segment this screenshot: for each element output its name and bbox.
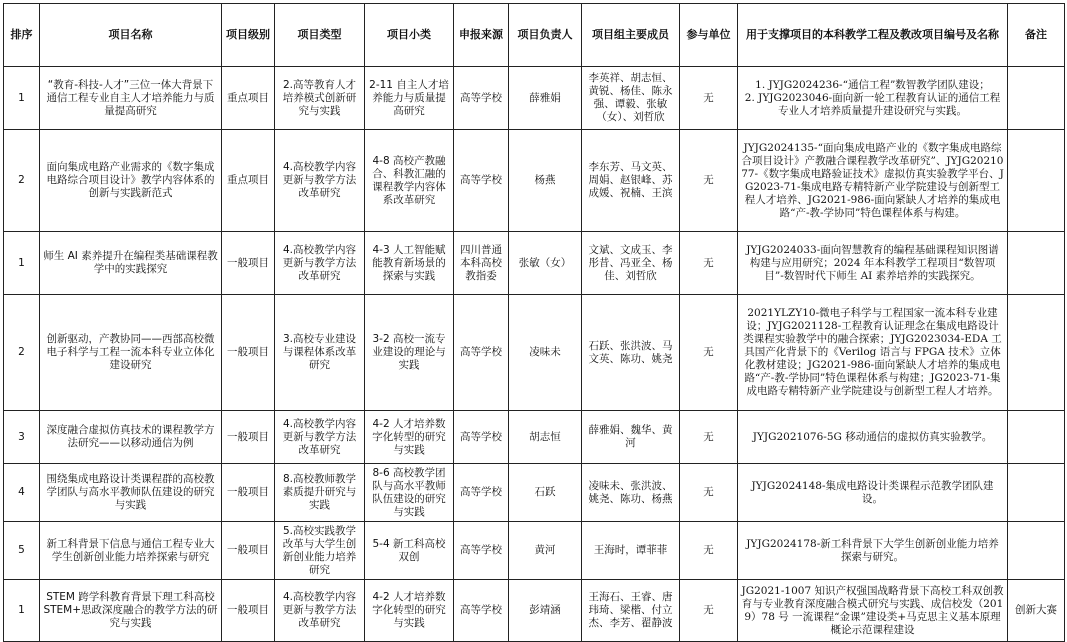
cell-unit: 无 <box>680 522 738 580</box>
cell-order: 5 <box>4 522 40 580</box>
cell-subtype: 8-6 高校教学团队与高水平教师队伍建设的研究与实践 <box>365 464 454 522</box>
table-row <box>4 580 1065 642</box>
cell-project-name: 师生 AI 素养提升在编程类基础课程教学中的实践探究 <box>40 232 222 295</box>
cell-subtype: 2-11 自主人才培养能力与质量提高研究 <box>365 67 454 130</box>
cell-level: 一般项目 <box>222 232 275 295</box>
cell-remark <box>1008 67 1065 130</box>
cell-members: 薛雅娟、魏华、黄河 <box>582 411 680 464</box>
cell-unit: 无 <box>680 580 738 642</box>
cell-source: 高等学校 <box>454 580 509 642</box>
header-order: 排序 <box>4 4 40 67</box>
header-row <box>4 4 1065 67</box>
cell-source: 四川普通本科高校教指委 <box>454 232 509 295</box>
cell-project-name: 围绕集成电路设计类课程群的高校教学团队与高水平教师队伍建设的研究与实践 <box>40 464 222 522</box>
cell-codes: JYJG2024135-“面向集成电路产业的《数字集成电路综合项目设计》产教融合课程教学改革研究”、JYJG2021077-《数字集成电路验证技术》虚拟仿真实验教学平台、JG2023-71-集成电路专精特新产业学院建设与创新型工程人才培养、JG2021-986-面向紧缺人才培养的集成电路“产-教-学协同”特色课程体系与构建。 <box>738 130 1008 232</box>
cell-source: 高等学校 <box>454 295 509 411</box>
cell-remark <box>1008 464 1065 522</box>
cell-source: 高等学校 <box>454 130 509 232</box>
table-row <box>4 295 1065 411</box>
cell-source: 高等学校 <box>454 464 509 522</box>
cell-type: 8.高校教师教学素质提升研究与实践 <box>275 464 365 522</box>
cell-codes: JYJG2024148-集成电路设计类课程示范教学团队建设。 <box>738 464 1008 522</box>
header-codes: 用于支撑项目的本科教学工程及教改项目编号及名称 <box>738 4 1008 67</box>
cell-codes: 1. JYJG2024236-“通信工程”数智教学团队建设； 2. JYJG2023046-面向新一轮工程教育认证的通信工程专业人才培养质量提升建设研究与实践。 <box>738 67 1008 130</box>
cell-members: 李东芳、马文英、周娟、赵银峰、苏成媛、祝楠、王滨 <box>582 130 680 232</box>
header-project-level: 项目级别 <box>222 4 275 67</box>
header-project-type: 项目类型 <box>275 4 365 67</box>
cell-subtype: 4-8 高校产教融合、科教汇融的课程教学内容体系改革研究 <box>365 130 454 232</box>
cell-leader: 石跃 <box>509 464 582 522</box>
cell-members: 文斌、文成玉、李彤昔、冯亚全、杨佳、刘哲欣 <box>582 232 680 295</box>
cell-unit: 无 <box>680 67 738 130</box>
cell-members: 凌味未、张洪波、姚尧、陈功、杨燕 <box>582 464 680 522</box>
cell-leader: 彭靖涵 <box>509 580 582 642</box>
cell-type: 5.高校实践教学改革与大学生创新创业能力培养研究 <box>275 522 365 580</box>
project-table <box>3 3 1065 642</box>
cell-subtype: 4-2 人才培养数字化转型的研究与实践 <box>365 411 454 464</box>
cell-level: 一般项目 <box>222 464 275 522</box>
header-project-name: 项目名称 <box>40 4 222 67</box>
cell-codes: JYJG2024178-新工科背景下大学生创新创业能力培养探索与研究。 <box>738 522 1008 580</box>
cell-order: 1 <box>4 580 40 642</box>
cell-leader: 薛雅娟 <box>509 67 582 130</box>
cell-members: 王海时，谭菲菲 <box>582 522 680 580</box>
table-row <box>4 232 1065 295</box>
cell-level: 一般项目 <box>222 411 275 464</box>
cell-level: 重点项目 <box>222 67 275 130</box>
cell-order: 4 <box>4 464 40 522</box>
cell-remark: 创新大赛 <box>1008 580 1065 642</box>
cell-leader: 胡志恒 <box>509 411 582 464</box>
header-unit: 参与单位 <box>680 4 738 67</box>
cell-remark <box>1008 130 1065 232</box>
cell-project-name: 面向集成电路产业需求的《数字集成电路综合项目设计》教学内容体系的创新与实践新范式 <box>40 130 222 232</box>
cell-leader: 张敏（女） <box>509 232 582 295</box>
cell-source: 高等学校 <box>454 522 509 580</box>
cell-members: 王海石、王睿、唐玮琦、梁楷、付立杰、李芳、翟静波 <box>582 580 680 642</box>
cell-order: 2 <box>4 130 40 232</box>
cell-remark <box>1008 522 1065 580</box>
header-source: 申报来源 <box>454 4 509 67</box>
table-row <box>4 130 1065 232</box>
cell-subtype: 4-2 人才培养数字化转型的研究与实践 <box>365 580 454 642</box>
cell-subtype: 4-3 人工智能赋能教育新场景的探索与实践 <box>365 232 454 295</box>
table-row <box>4 67 1065 130</box>
cell-order: 1 <box>4 67 40 130</box>
cell-source: 高等学校 <box>454 67 509 130</box>
cell-type: 4.高校教学内容更新与教学方法改革研究 <box>275 580 365 642</box>
cell-order: 3 <box>4 411 40 464</box>
cell-unit: 无 <box>680 130 738 232</box>
table-row <box>4 411 1065 464</box>
cell-project-name: “教育-科技-人才”三位一体大背景下通信工程专业自主人才培养能力与质量提高研究 <box>40 67 222 130</box>
cell-members: 李英祥、胡志恒、黄锐、杨佳、陈永强、谭毅、张敏（女）、刘哲欣 <box>582 67 680 130</box>
cell-subtype: 5-4 新工科高校双创 <box>365 522 454 580</box>
cell-unit: 无 <box>680 295 738 411</box>
cell-type: 4.高校教学内容更新与教学方法改革研究 <box>275 411 365 464</box>
cell-type: 2.高等教育人才培养模式创新研究与实践 <box>275 67 365 130</box>
cell-leader: 凌味未 <box>509 295 582 411</box>
cell-level: 一般项目 <box>222 580 275 642</box>
cell-subtype: 3-2 高校一流专业建设的理论与实践 <box>365 295 454 411</box>
cell-project-name: 深度融合虚拟仿真技术的课程教学方法研究——以移动通信为例 <box>40 411 222 464</box>
cell-unit: 无 <box>680 232 738 295</box>
cell-remark <box>1008 411 1065 464</box>
cell-source: 高等学校 <box>454 411 509 464</box>
cell-codes: JG2021-1007 知识产权强国战略背景下高校工科双创教育与专业教育深度融合模式研究与实践、成信校发（2019）78 号 一流课程“金课”建设类+马克思主义基本原理概论示范课程建设 <box>738 580 1008 642</box>
cell-type: 3.高校专业建设与课程体系改革研究 <box>275 295 365 411</box>
cell-remark <box>1008 295 1065 411</box>
cell-codes: 2021YLZY10-微电子科学与工程国家一流本科专业建设；JYJG2021128-工程教育认证理念在集成电路设计类课程实验教学中的融合探索；JYJG2023034-EDA 工具国产化背景下的《Verilog 语言与 FPGA 技术》立体化教材建设；JG2021-986-面向紧缺人才培养的集成电路“产-教-学协同”特色课程体系与构建；JG2023-71-集成电路专精特新产业学院建设与创新型工程人才培养。 <box>738 295 1008 411</box>
cell-order: 2 <box>4 295 40 411</box>
cell-leader: 黄河 <box>509 522 582 580</box>
cell-codes: JYJG2024033-面向智慧教育的编程基础课程知识图谱构建与应用研究；2024 年本科教学工程项目“数智项目”-数智时代下师生 AI 素养培养的实践探究。 <box>738 232 1008 295</box>
cell-leader: 杨燕 <box>509 130 582 232</box>
cell-members: 石跃、张洪波、马文英、陈功、姚尧 <box>582 295 680 411</box>
header-remark: 备注 <box>1008 4 1065 67</box>
cell-remark <box>1008 232 1065 295</box>
header-project-subtype: 项目小类 <box>365 4 454 67</box>
header-leader: 项目负责人 <box>509 4 582 67</box>
table-row <box>4 522 1065 580</box>
cell-type: 4.高校教学内容更新与教学方法改革研究 <box>275 232 365 295</box>
cell-unit: 无 <box>680 411 738 464</box>
cell-level: 一般项目 <box>222 295 275 411</box>
cell-unit: 无 <box>680 464 738 522</box>
cell-type: 4.高校教学内容更新与教学方法改革研究 <box>275 130 365 232</box>
header-members: 项目组主要成员 <box>582 4 680 67</box>
cell-project-name: 新工科背景下信息与通信工程专业大学生创新创业能力培养探索与研究 <box>40 522 222 580</box>
cell-order: 1 <box>4 232 40 295</box>
cell-level: 一般项目 <box>222 522 275 580</box>
cell-project-name: STEM 跨学科教育背景下理工科高校 STEM+思政深度融合的教学方法的研究与实践 <box>40 580 222 642</box>
cell-level: 重点项目 <box>222 130 275 232</box>
cell-codes: JYJG2021076-5G 移动通信的虚拟仿真实验教学。 <box>738 411 1008 464</box>
table-row <box>4 464 1065 522</box>
cell-project-name: 创新驱动，产教协同——西部高校微电子科学与工程一流本科专业立体化建设研究 <box>40 295 222 411</box>
